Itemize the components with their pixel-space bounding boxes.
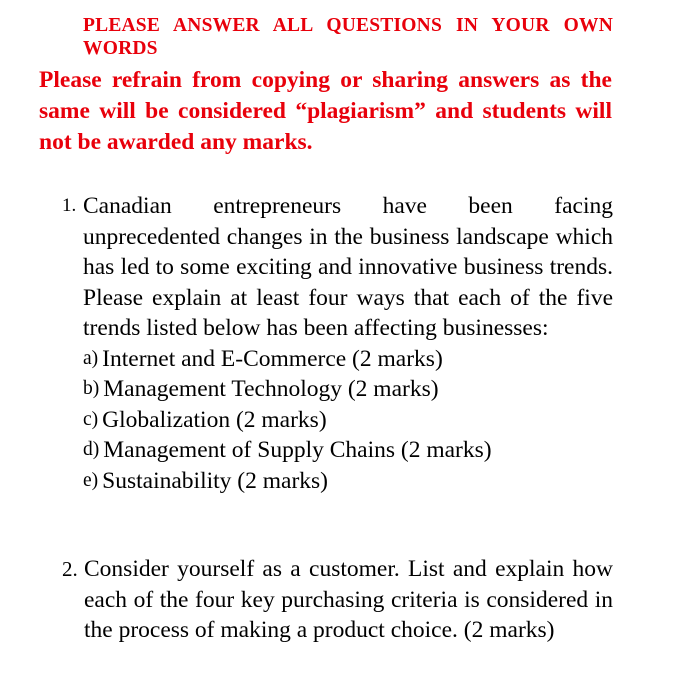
question-1-number: 1. [62,195,77,216]
list-item [83,405,613,436]
question-2-number: 2. [62,557,78,581]
subitem-text: Management Technology (2 marks) [103,376,439,402]
subitem-letter: a) [83,347,99,369]
subitem-text: Globalization (2 marks) [102,406,327,433]
question-1 [62,191,613,496]
subitem-text: Management of Supply Chains (2 marks) [103,437,492,463]
question-2 [62,554,613,646]
subitem-letter: e) [83,469,99,491]
subitem-letter: b) [83,378,100,399]
list-item [83,344,613,375]
subitem-letter: d) [83,439,100,460]
plagiarism-warning: Please refrain from copying or sharing answers as the same will be considered “plagiarism” and students will not be awarded any marks. [39,67,612,155]
subitem-text: Internet and E-Commerce (2 marks) [102,345,443,372]
instruction-heading: PLEASE ANSWER ALL QUESTIONS IN YOUR OWN WORDS [83,15,613,59]
list-item [83,466,613,497]
subitem-text: Sustainability (2 marks) [102,467,328,494]
list-item [83,435,613,466]
question-1-text: Canadian entrepreneurs have been facing unprecedented changes in the business landscape which has led to some exciting and innovative business trends. Please explain at least four ways that each of the five trends listed below has been affecting businesses: [83,193,613,341]
question-1-subitems [83,344,613,497]
list-item [83,374,613,405]
subitem-letter: c) [83,408,99,430]
question-2-text: Consider yourself as a customer. List and explain how each of the four key purchasing criteria is considered in the process of making a product choice. (2 marks) [84,556,613,643]
